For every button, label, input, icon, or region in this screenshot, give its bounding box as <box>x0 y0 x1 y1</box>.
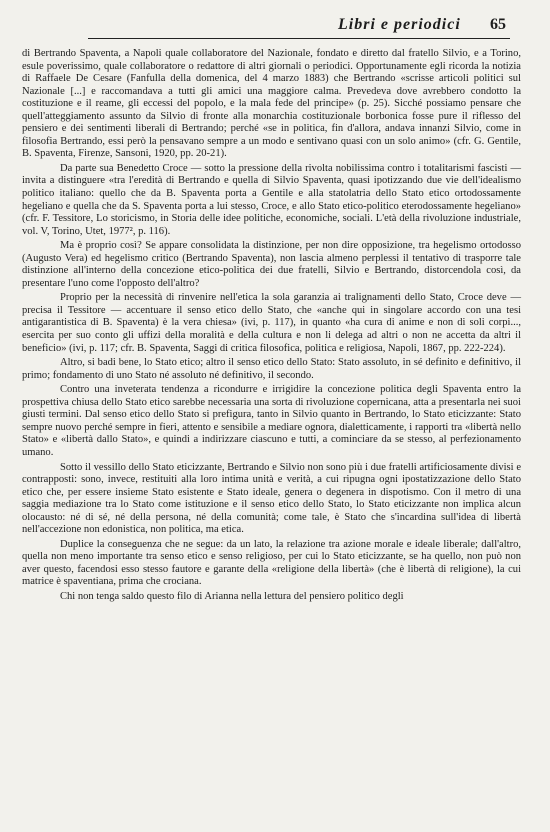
paragraph: Sotto il vessillo dello Stato eticizzante, Bertrando e Silvio non sono più i due fratelli artificiosamente divisi e contrapposti: sono, invece, restituiti alla loro intima unità e verità, a cui ripugna ogni ipostatizzazione dello Stato etico che, per essere insieme Stato esistente e Stato ideale, genera o degenera in dispotismo. Con il metro di una saggia mediazione tra lo Stato come istituzione e il senso etico dello Stato, lo Stato eticizzante non implica alcun olocausto: né di sé, né della persona, né della comunità; come tale, è Stato che s'incardina sull'idea di libertà nell'accezione non edonistica, non politica, ma etica. <box>22 461 521 536</box>
article-body <box>22 48 521 604</box>
paragraph: Ma è proprio così? Se appare consolidata la distinzione, per non dire opposizione, tra hegelismo ortodosso (Augusto Vera) ed hegelismo critico (Bertrando Spaventa), non lascia almeno perplessi il tentativo di trasporre tale distinzione all'interno della concezione etico-politica dei due fratelli, Silvio e Bertrando, distorcendola così, da presentare l'uno come l'opposto dell'altro? <box>22 240 521 289</box>
paragraph: Proprio per la necessità di rinvenire nell'etica la sola garanzia ai tralignamenti dello Stato, Croce deve — precisa il Tessitore — accentuare il senso etico dello Stato, che «anche qui in singolare accordo con una tesi antigarantistica di B. Spaventa) è la vera chiesa» (ivi, p. 117), in quanto «ha cura di anime e non di soli corpi..., esercita per suo conto gli uffizi della moralità e della cultura e non li delega ad altri o non ne accetta da altri il beneficio» (ivi, p. 117; cfr. B. Spaventa, Saggi di critica filosofica, politica e religiosa, Napoli, 1867, pp. 222-224). <box>22 292 521 354</box>
paragraph: Contro una inveterata tendenza a ricondurre e irrigidire la concezione politica degli Spaventa entro la prospettiva chiusa dello Stato etico sarebbe necessaria una sorta di rivoluzione copernicana, atta a presentarla nei suoi giusti termini. Dal senso etico dello Stato si prefigura, tanto in Silvio quanto in Bertrando, lo Stato eticizzante: Stato sempre nuovo perché sempre in fieri, attento e sensibile a mediare ognora, dialetticamente, i rapporti tra «libertà nello Stato» e «libertà dallo Stato», e quindi a indirizzare ciascuno e tutti, a cominciare da se stesso, al perfezionamento umano. <box>22 384 521 458</box>
page-header <box>88 10 510 39</box>
paragraph: Altro, si badi bene, lo Stato etico; altro il senso etico dello Stato: Stato assoluto, in sé definito e definitivo, il primo; fondamento di uno Stato né assoluto né definitivo, il secondo. <box>22 357 521 381</box>
running-title: Libri e periodici <box>338 16 461 33</box>
paragraph: Duplice la conseguenza che ne segue: da un lato, la relazione tra azione morale e ideale liberale; dall'altro, quella non meno importante tra senso etico e senso religioso, per cui lo Stato eticizzante, se ha quello, non può non aver questo, facendosi esso stesso fautore e garante della «religione della libertà» (che è libertà di religione), la cui matrice è spaventiana, prima che crociana. <box>22 538 521 588</box>
paragraph: Da parte sua Benedetto Croce — sotto la pressione della rivolta nobilissima contro i totalitarismi fascisti — invita a distinguere «tra l'eredità di Bertrando e quella di Silvio Spaventa, quasi ipotizzando due vie dell'idealismo politico italiano: quello che da B. Spaventa porta a Gentile e alla statolatria dello Stato etico ortodossamente hegeliano e quella che da S. Spaventa porta a lui stesso, Croce, e allo Stato etico-politico eterodossamente hegeliano» (cfr. F. Tessitore, Lo storicismo, in Storia delle idee politiche, economiche, sociali. L'età della rivoluzione industriale, vol. V, Torino, Utet, 1977², p. 116). <box>22 162 521 237</box>
paragraph: di Bertrando Spaventa, a Napoli quale collaboratore del Nazionale, fondato e diretto dal fratello Silvio, e a Torino, esule poverissimo, quale collaboratore o redattore di altri giornali o periodici. Opportunamente egli ricorda la notizia di Raffaele De Cesare (Fanfulla della domenica, del 4 marzo 1883) che Bertrando «scrisse articoli politici sul Nazionale [...] e raccomandava a tutti gli amici una maggiore calma. Prevedeva dove avrebbero condotto la costituzione e il reame, gli eccessi del popolo, e la mala fede del principe» (p. 25). Sicché possiamo pensare che quell'atteggiamento assunto da Silvio di fronte alla monarchia costituzionale borbonica fosse pure il riflesso del pensiero e dei sentimenti liberali di Bertrando; perché «se in politica, fin d'allora, andava innanzi Silvio, come in filosofia Bertrando, essi però la pensavano sempre a un modo e sentivano quasi con un solo animo» (cfr. G. Gentile, B. Spaventa, Firenze, Sansoni, 1920, pp. 20-21). <box>22 48 521 160</box>
paragraph: Chi non tenga saldo questo filo di Arianna nella lettura del pensiero politico degli <box>60 590 404 602</box>
page-number: 65 <box>490 16 506 33</box>
